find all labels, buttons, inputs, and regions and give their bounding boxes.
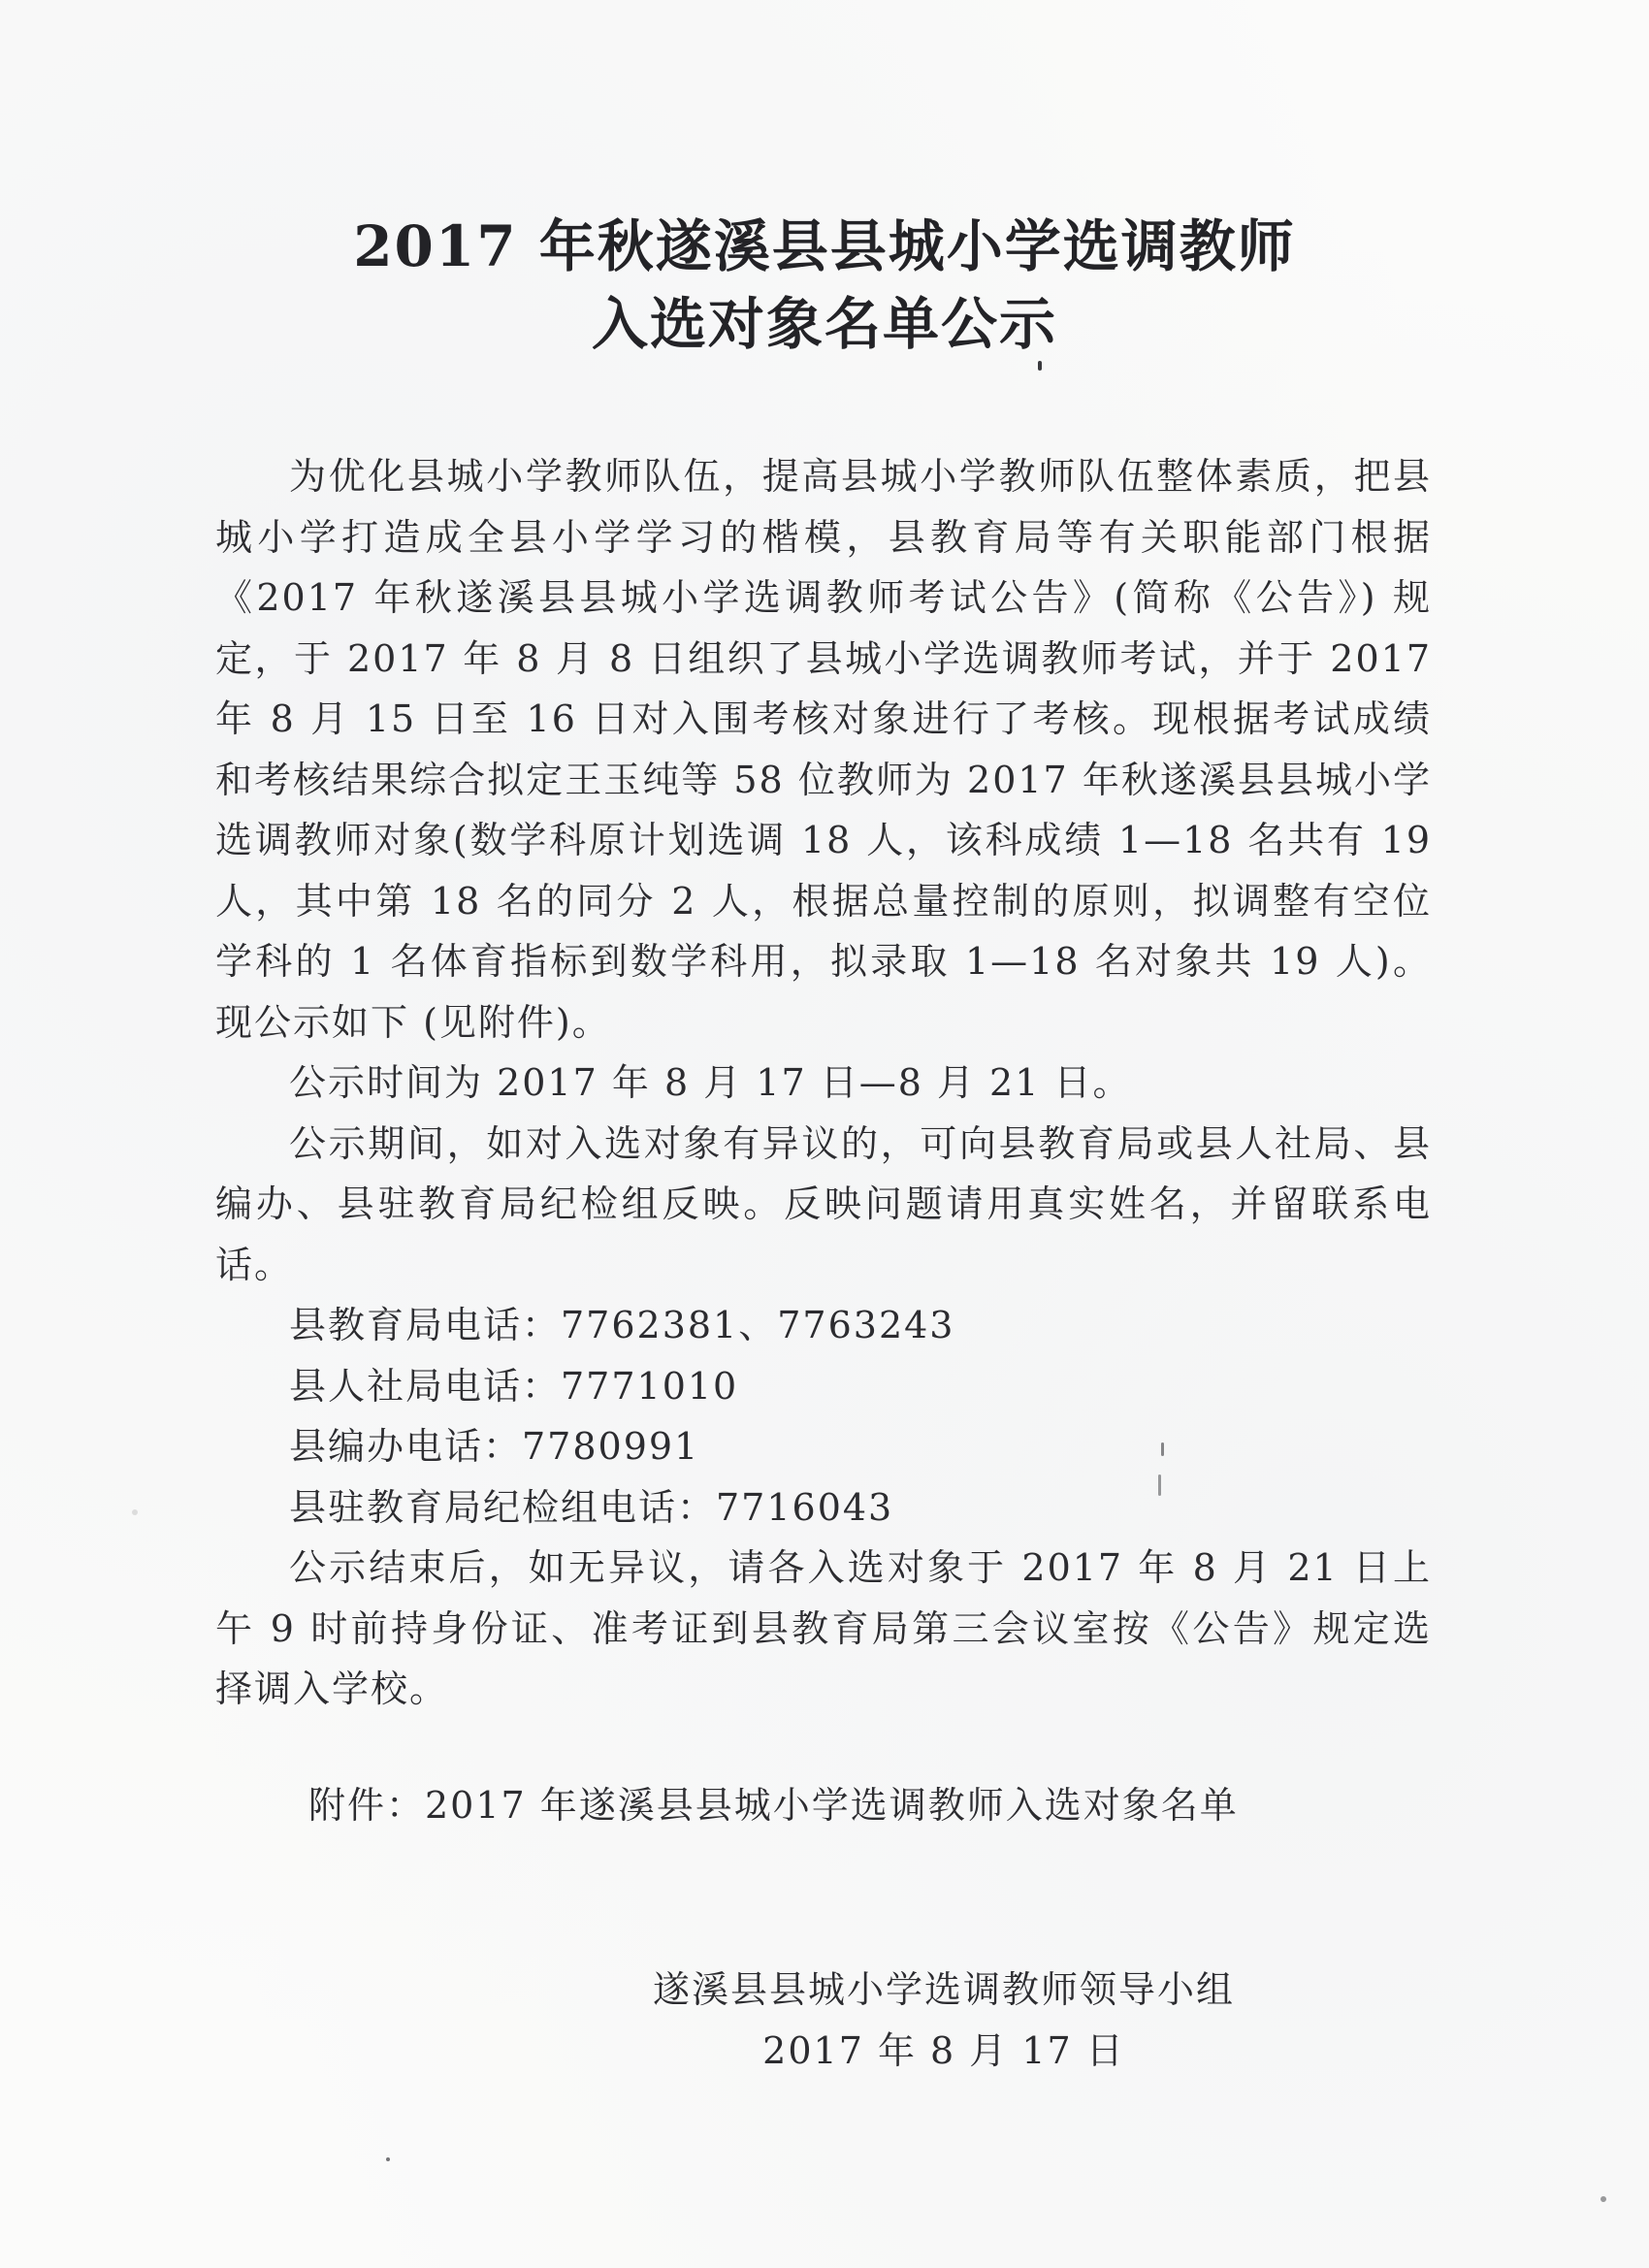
- phone-hr-bureau: 县人社局电话：7771010: [289, 1364, 739, 1408]
- scan-speck: [1158, 1474, 1161, 1496]
- paragraph-after-notice: 公示结束后，如无异议，请各入选对象于 2017 年 8 月 21 日上午 9 时前持身份证、准考证到县教育局第三会议室按《公告》规定选择调入学校。: [215, 1546, 1432, 1710]
- phone-staffing-office: 县编办电话：7780991: [289, 1425, 700, 1468]
- scan-speck: [1038, 361, 1042, 371]
- scan-speck: [1600, 2196, 1606, 2202]
- paragraph-notice-period: 公示时间为 2017 年 8 月 17 日—8 月 21 日。: [289, 1061, 1132, 1104]
- document-title-line-1: 2017 年秋遂溪县县城小学选调教师: [353, 213, 1296, 279]
- attachment-line: 附件：2017 年遂溪县县城小学选调教师入选对象名单: [308, 1784, 1239, 1827]
- paragraph-intro: 为优化县城小学教师队伍，提高县城小学教师队伍整体素质，把县城小学打造成全县小学学习的楷模，县教育局等有关职能部门根据《2017 年秋遂溪县县城小学选调教师考试公告》(简称《公告》) 规定，于 2017 年 8 月 8 日组织了县城小学选调教师考试，并于 2017 年 8 月 15 日至 16 日对入围考核对象进行了考核。现根据考试成绩和考核结果综合拟定王玉纯等 58 位教师为 2017 年秋遂溪县县城小学选调教师对象(数学科原计划选调 18 人，该科成绩 1—18 名共有 19 人，其中第 18 名的同分 2 人，根据总量控制的原则，拟调整有空位学科的 1 名体育指标到数学科用，拟录取 1—18 名对象共 19 人)。现公示如下 (见附件)。: [215, 455, 1432, 1044]
- paragraph-objection: 公示期间，如对入选对象有异议的，可向县教育局或县人社局、县编办、县驻教育局纪检组反映。反映问题请用真实姓名，并留联系电话。: [215, 1121, 1432, 1286]
- signature-date: 2017 年 8 月 17 日: [762, 2028, 1125, 2072]
- scan-speck: [132, 1509, 138, 1515]
- phone-education-bureau: 县教育局电话：7762381、7763243: [289, 1304, 955, 1346]
- phone-discipline-group: 县驻教育局纪检组电话：7716043: [289, 1485, 894, 1529]
- document-title-line-2: 入选对象名单公示: [591, 291, 1057, 357]
- scan-speck: [386, 2157, 390, 2161]
- signature-block: [609, 1960, 1278, 2081]
- scan-speck: [1161, 1442, 1164, 1456]
- signature-organization: 遂溪县县城小学选调教师领导小组: [652, 1968, 1235, 2011]
- document-body: [215, 446, 1432, 1720]
